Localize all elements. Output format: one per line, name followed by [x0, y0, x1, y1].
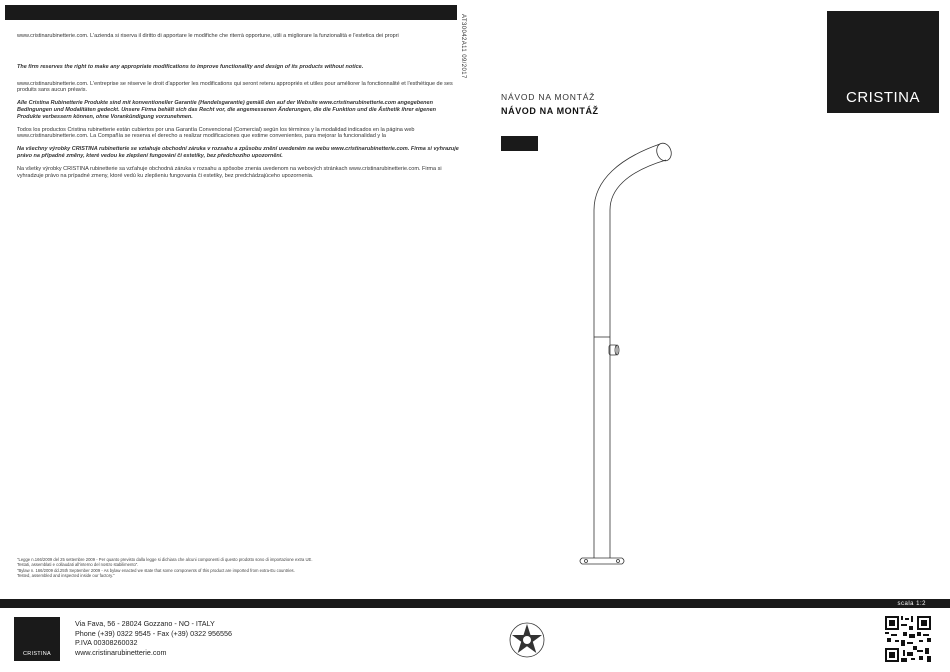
arm-outer-curve: [594, 144, 660, 210]
phone-line: Phone (+39) 0322 9545 - Fax (+39) 0322 956556: [75, 628, 233, 638]
qr-code-icon: [885, 616, 931, 662]
warranty-text-es: Todos los productos Cristina rubinetterie están cubiertos por una Garantía Convencional (Comercial) según los términos y la modalidad indicados en la página web www.cristinarubinetterie.com. La Compañía se reserva el derecho a realizar modificaciones que estime convenientes, para mejorar la funcionalidad y la: [17, 126, 415, 140]
page-title: NÁVOD NA MONTÁŽ: [501, 92, 596, 102]
scale-label: scala 1:2: [897, 601, 926, 607]
footer-logo: [14, 617, 60, 661]
address-line: Via Fava, 56 - 28024 Gozzano - NO - ITALY: [75, 619, 215, 628]
star-emblem-icon: [508, 621, 546, 659]
shower-head: [654, 141, 673, 163]
warranty-text-column: [17, 33, 460, 185]
shower-column-drawing: [560, 130, 690, 582]
base-screw-left: [585, 560, 588, 563]
arm-inner-curve: [610, 160, 666, 210]
import-footnote: [17, 557, 437, 578]
warranty-text-sk: Na všetky výrobky CRISTINA rubinetterie sa vzťahuje obchodná záruka v rozsahu a spôsobe znenia uvedenom na webových stránkach www.cristinarubinetterie.com. Firma si vyhradzuje právo na prípadné zmeny, ktoré vedú ku zlepšeniu fungovania či estetiky, bez predchádzajúceho upozornenia.: [17, 165, 442, 179]
brand-logo: [827, 11, 939, 113]
product-code-box: [501, 136, 538, 151]
footnote-line: "Bylaw n. 166/2009 dd.25th September 2009 - As bylaw enacted we state that some components of this product are imported from extra-Eu countries.: [17, 567, 295, 573]
warranty-text-en: The firm reserves the right to make any appropriate modifications to improve functionality and design of its products without notice.: [17, 63, 364, 70]
warranty-text-cz: Na všechny výrobky CRISTINA rubinetterie se vztahuje obchodní záruka v rozsahu a způsobu znění uvedeném na webu www.cristinarubinetterie.com. Firma si vyhrazuje právo na případné změny, které vedou ke zlepšení fungování či estetiky, bez předchozího upozornění.: [17, 146, 459, 159]
footnote-line: Tested, assembled and inspected inside our factory.": [17, 572, 115, 578]
company-address: [75, 619, 232, 657]
warranty-text-de: Alle Cristina Rubinetterie Produkte sind mit konventioneller Garantie (Handelsgarantie) gemäß den auf der Website www.cristinarubinetterie.com angegebenen Bedingungen und Modalitäten gedeckt. Unsere Firma behält sich das Recht vor, die angemessenen Änderungen, die die Funktion und die Ästhetik ihrer eigenen Produkte verbessern können, ohne Vorankündigung vorzunehmen.: [17, 100, 436, 120]
top-dark-bar: [5, 5, 457, 20]
website-link[interactable]: www.cristinarubinetterie.com: [75, 647, 167, 657]
warranty-text-it: www.cristinarubinetterie.com. L'azienda si riserva il diritto di apportare le modifiche che riterrà opportune, utili a migliorare la funzionalità e l'estetica dei propri: [17, 33, 399, 39]
page-subtitle: NÁVOD NA MONTÁŽ: [501, 106, 599, 116]
base-screw-right: [617, 560, 620, 563]
brand-name: CRISTINA: [845, 89, 920, 106]
document-code: AT30042A11 09/2017: [460, 14, 466, 79]
footnote-line: "Legge n.166/2009 del 25 settembre 2009 - Per quanto previsto dalla legge si dichiara che alcuni componenti di questo prodotto sono di importazione extra UE.: [17, 557, 313, 562]
document-code-vertical: [455, 14, 467, 109]
bottom-dark-bar: [0, 599, 950, 608]
footnote-line: Testati, assemblati e collaudati all'interno del nostro stabilimento".: [17, 562, 139, 568]
footer-logo-text: CRISTINA: [22, 651, 52, 657]
base-plate: [580, 558, 624, 564]
warranty-text-fr: www.cristinarubinetterie.com. L'entreprise se réserve le droit d'apporter les modifications qui seront retenu appropriés et utiles pour améliorer la fonctionnalité et l'esthétique de ses produits sans aucun préavis.: [17, 80, 453, 94]
vat-line: P.IVA 00308260032: [75, 638, 138, 647]
